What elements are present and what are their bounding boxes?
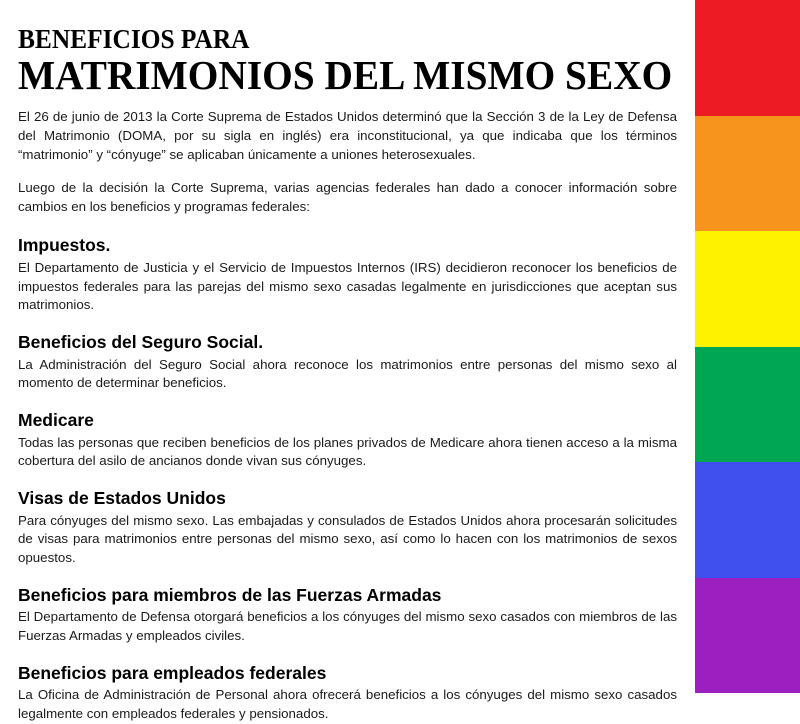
- section-body: Para cónyuges del mismo sexo. Las embajadas y consulados de Estados Unidos ahora procesarán solicitudes de visas para matrimonios entre personas del mismo sexo, así como lo hacen con los matrimonios de sexos opuestos.: [18, 512, 677, 566]
- section-impuestos: [18, 236, 677, 315]
- intro-paragraph-1: El 26 de junio de 2013 la Corte Suprema de Estados Unidos determinó que la Sección 3 de la Ley de Defensa del Matrimonio (DOMA, por su sigla en inglés) era inconstitucional, ya que indicaba que los términos “matrimonio” y “cónyuge” se aplicaban únicamente a uniones heterosexuales.: [18, 109, 677, 162]
- section-body: La Oficina de Administración de Personal ahora ofrecerá beneficios a los cónyuges del mismo sexo casados legalmente con empleados federales y pensionados.: [18, 687, 677, 722]
- section-body: Todas las personas que reciben beneficios de los planes privados de Medicare ahora tienen acceso a la misma cobertura del asilo de ancianos donde vivan sus cónyuges.: [18, 434, 677, 469]
- section-seguro-social: [18, 333, 677, 393]
- section-heading: Medicare: [18, 410, 94, 431]
- page-title-line-1: BENEFICIOS PARA: [18, 24, 250, 54]
- section-body: El Departamento de Defensa otorgará beneficios a los cónyuges del mismo sexo casados con miembros de las Fuerzas Armadas y empleados civiles.: [18, 609, 677, 644]
- section-fuerzas-armadas: [18, 586, 677, 646]
- rainbow-pride-flag: [695, 0, 800, 693]
- purple-stripe: [695, 578, 800, 694]
- section-heading: Visas de Estados Unidos: [18, 488, 226, 509]
- section-empleados-federales: [18, 664, 677, 724]
- section-heading: Impuestos.: [18, 235, 111, 256]
- intro-paragraph-2: Luego de la decisión la Corte Suprema, varias agencias federales han dado a conocer información sobre cambios en los beneficios y programas federales:: [18, 179, 677, 214]
- red-stripe: [695, 0, 800, 116]
- green-stripe: [695, 347, 800, 463]
- section-heading: Beneficios para empleados federales: [18, 663, 327, 684]
- blue-stripe: [695, 462, 800, 578]
- section-heading: Beneficios para miembros de las Fuerzas Armadas: [18, 585, 442, 606]
- section-medicare: [18, 411, 677, 471]
- orange-stripe: [695, 116, 800, 232]
- section-body: La Administración del Seguro Social ahora reconoce los matrimonios entre personas del mismo sexo al momento de determinar beneficios.: [18, 356, 677, 391]
- page-title-line-2: MATRIMONIOS DEL MISMO SEXO: [18, 52, 673, 98]
- yellow-stripe: [695, 231, 800, 347]
- section-body: El Departamento de Justicia y el Servicio de Impuestos Internos (IRS) decidieron reconocer los beneficios de impuestos federales para las parejas del mismo sexo casadas legalmente en jurisdicciones que aceptan sus matrimonios.: [18, 259, 677, 313]
- section-heading: Beneficios del Seguro Social.: [18, 332, 264, 353]
- section-visas: [18, 489, 677, 568]
